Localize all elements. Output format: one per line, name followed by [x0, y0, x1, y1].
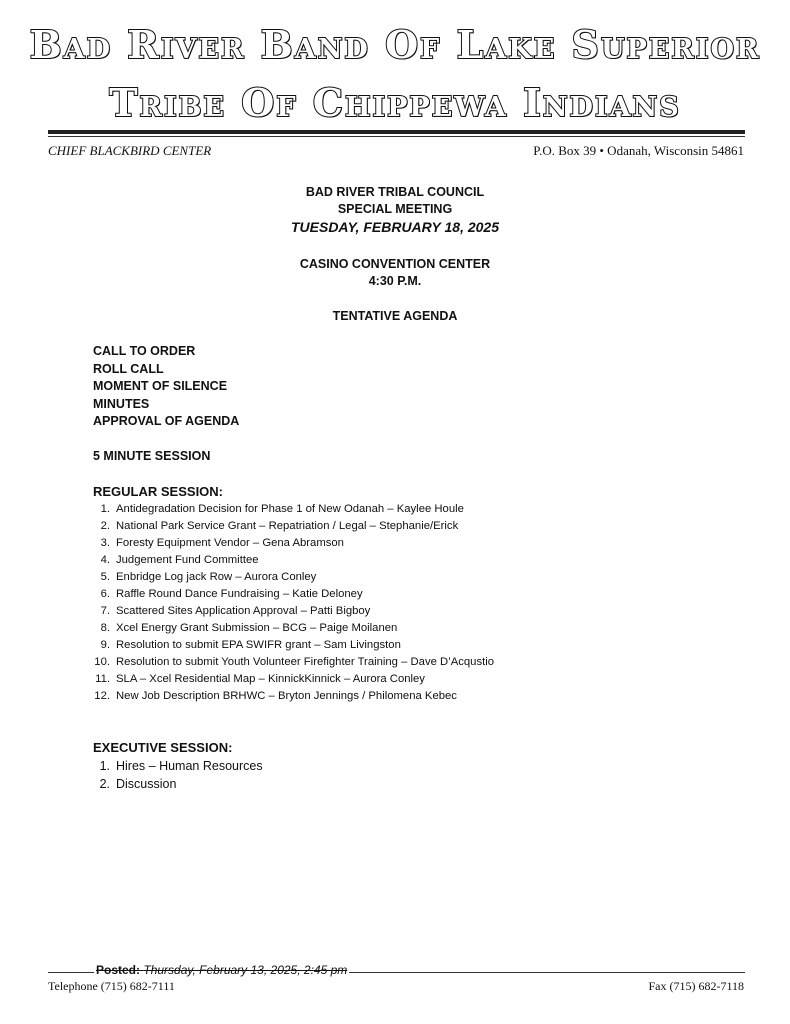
meeting-location-time — [0, 256, 790, 290]
posted-value: Thursday, February 13, 2025, 2:45 pm — [143, 963, 348, 977]
footer-fax: Fax (715) 682-7118 — [648, 979, 744, 993]
meeting-date: TUESDAY, FEBRUARY 18, 2025 — [290, 219, 499, 235]
regular-session — [93, 483, 733, 705]
agenda-item — [93, 620, 733, 637]
agenda-item-text: Xcel Energy Grant Submission – BCG – Paige Moilanen — [116, 621, 398, 634]
agenda-item-number: 1. — [99, 758, 110, 773]
meeting-time: 4:30 P.M. — [368, 274, 422, 288]
header-rule-thin — [48, 136, 745, 137]
agenda-item-number: 2. — [100, 519, 110, 532]
opening-items — [93, 343, 733, 431]
letterhead-address: P.O. Box 39 • Odanah, Wisconsin 54861 — [533, 143, 744, 158]
council-name: BAD RIVER TRIBAL COUNCIL — [305, 185, 485, 199]
agenda-item-text: Judgement Fund Committee — [116, 553, 259, 566]
executive-session — [93, 739, 733, 793]
executive-session-list — [93, 757, 733, 793]
agenda-item-number: 4. — [100, 553, 110, 566]
posted-label: Posted: — [96, 963, 141, 977]
agenda-item-text: New Job Description BRHWC – Bryton Jennings / Philomena Kebec — [116, 689, 457, 702]
regular-session-list — [93, 501, 733, 705]
agenda-item-text: Raffle Round Dance Fundraising – Katie Deloney — [116, 587, 363, 600]
opening-item: MOMENT OF SILENCE — [93, 379, 228, 393]
agenda-item-text: National Park Service Grant – Repatriation / Legal – Stephanie/Erick — [116, 519, 459, 532]
agenda-item — [93, 654, 733, 671]
agenda-item-text: Discussion — [116, 776, 177, 791]
agenda-item-number: 2. — [99, 776, 110, 791]
agenda-item-text: SLA – Xcel Residential Map – KinnickKinnick – Aurora Conley — [116, 672, 425, 685]
posted-notice — [94, 963, 349, 977]
agenda-item-text: Enbridge Log jack Row – Aurora Conley — [116, 570, 317, 583]
agenda-item — [93, 535, 733, 552]
agenda-item-number: 10. — [94, 655, 110, 668]
agenda-item-text: Antidegradation Decision for Phase 1 of New Odanah – Kaylee Houle — [116, 502, 464, 515]
agenda-item-number: 8. — [100, 621, 110, 634]
agenda-item — [93, 518, 733, 535]
five-minute-session: 5 MINUTE SESSION — [93, 449, 211, 463]
agenda-item — [93, 637, 733, 654]
letterhead-center-name: CHIEF BLACKBIRD CENTER — [48, 143, 212, 158]
agenda-item — [93, 501, 733, 518]
masthead-line-2: Tribe Of Chippewa Indians — [109, 80, 681, 125]
masthead-line-1: Bad River Band Of Lake Superior — [29, 22, 761, 67]
agenda-item — [93, 552, 733, 569]
meeting-heading — [0, 184, 790, 218]
agenda-item-text: Scattered Sites Application Approval – Patti Bigboy — [116, 604, 371, 617]
meeting-location: CASINO CONVENTION CENTER — [299, 257, 491, 271]
agenda-item-number: 1. — [100, 502, 110, 515]
agenda-item — [93, 603, 733, 620]
agenda-item — [93, 586, 733, 603]
agenda-item-number: 3. — [100, 536, 110, 549]
agenda-item — [93, 775, 733, 793]
regular-session-title: REGULAR SESSION: — [93, 484, 224, 499]
header-rule — [48, 130, 745, 134]
opening-item: APPROVAL OF AGENDA — [93, 414, 240, 428]
agenda-item-text: Hires – Human Resources — [116, 758, 263, 773]
executive-session-title: EXECUTIVE SESSION: — [93, 740, 233, 755]
agenda-item-number: 12. — [94, 689, 110, 702]
meeting-type: SPECIAL MEETING — [337, 202, 453, 216]
agenda-item — [93, 688, 733, 705]
opening-item: ROLL CALL — [93, 361, 164, 376]
opening-item: MINUTES — [93, 396, 150, 411]
agenda-item-number: 6. — [100, 587, 110, 600]
agenda-title: TENTATIVE AGENDA — [332, 309, 458, 323]
agenda-item-text: Resolution to submit Youth Volunteer Firefighter Training – Dave D’Acqustio — [116, 655, 495, 668]
agenda-item-number: 7. — [100, 604, 110, 617]
opening-item: CALL TO ORDER — [93, 344, 196, 358]
agenda-item-number: 5. — [100, 570, 110, 583]
agenda-item-number: 9. — [100, 638, 110, 651]
agenda-item-text: Resolution to submit EPA SWIFR grant – Sam Livingston — [116, 638, 401, 651]
footer-telephone: Telephone (715) 682-7111 — [48, 979, 175, 993]
agenda-item-number: 11. — [95, 672, 110, 685]
agenda-item — [93, 757, 733, 775]
agenda-item — [93, 569, 733, 586]
agenda-item-text: Foresty Equipment Vendor – Gena Abramson — [116, 536, 344, 549]
agenda-item — [93, 671, 733, 688]
